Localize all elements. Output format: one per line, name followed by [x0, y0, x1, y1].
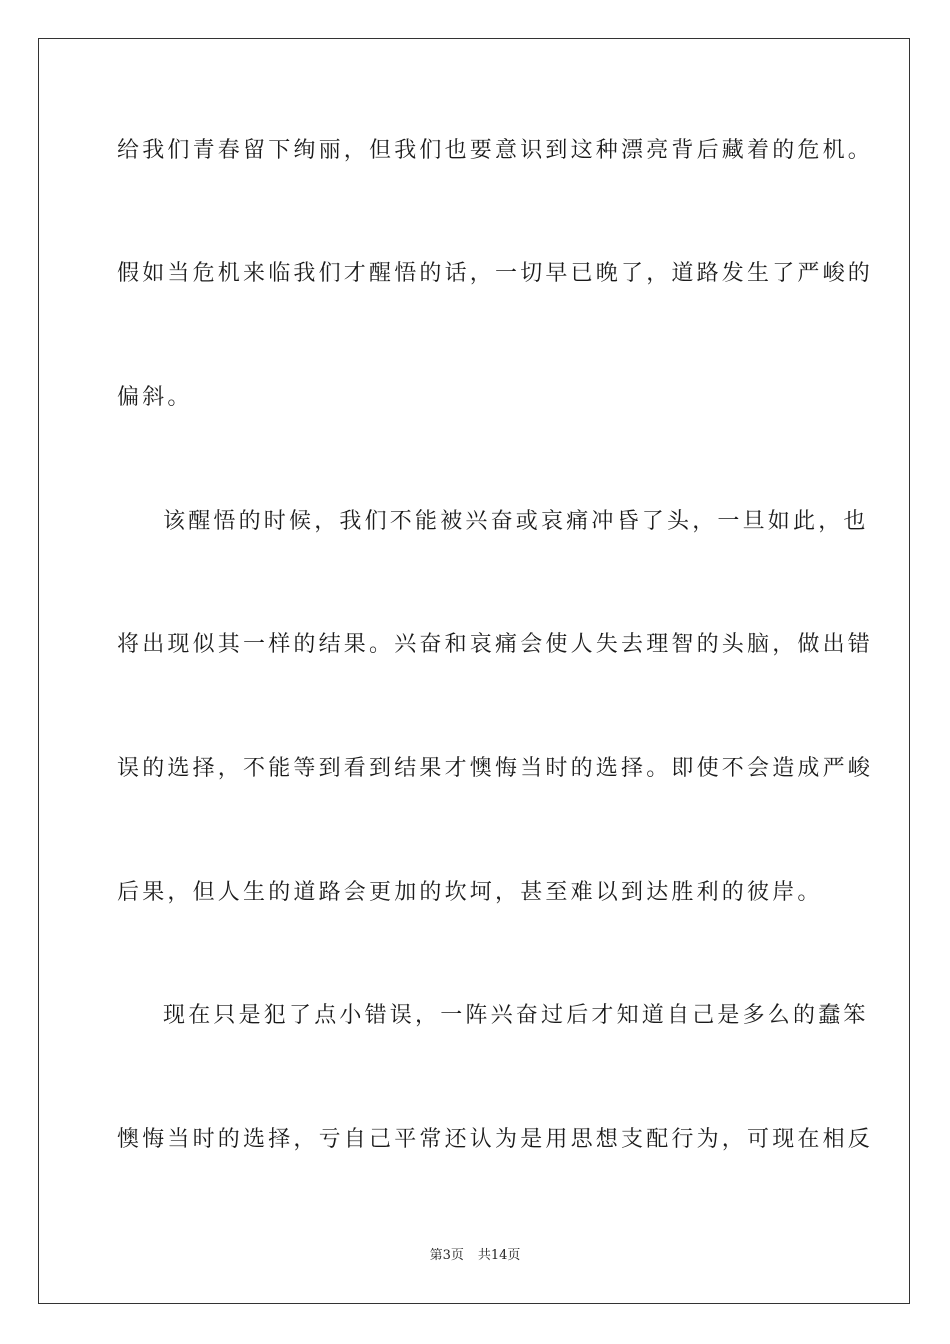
- text-line-9: 懊悔当时的选择，亏自己平常还认为是用思想支配行为，可现在相反: [117, 1127, 874, 1152]
- page-total: 共14页: [477, 1248, 521, 1263]
- page-border: [38, 38, 910, 1304]
- text-line-3: 偏斜。: [117, 385, 193, 410]
- text-line-2: 假如当危机来临我们才醒悟的话，一切早已晚了，道路发生了严峻的: [117, 261, 874, 286]
- text-line-8: 现在只是犯了点小错误，一阵兴奋过后才知道自己是多么的蠢笨: [163, 1003, 869, 1028]
- text-line-7: 后果，但人生的道路会更加的坎坷，甚至难以到达胜利的彼岸。: [117, 880, 823, 905]
- text-line-5: 将出现似其一样的结果。兴奋和哀痛会使人失去理智的头脑，做出错: [117, 632, 874, 657]
- text-line-4: 该醒悟的时候，我们不能被兴奋或哀痛冲昏了头，一旦如此，也: [163, 509, 869, 534]
- page-footer: [0, 1247, 950, 1265]
- text-line-1: 给我们青春留下绚丽，但我们也要意识到这种漂亮背后藏着的危机。: [117, 138, 874, 163]
- text-line-6: 误的选择，不能等到看到结果才懊悔当时的选择。即使不会造成严峻: [117, 756, 874, 781]
- page-number: 第3页: [429, 1248, 464, 1263]
